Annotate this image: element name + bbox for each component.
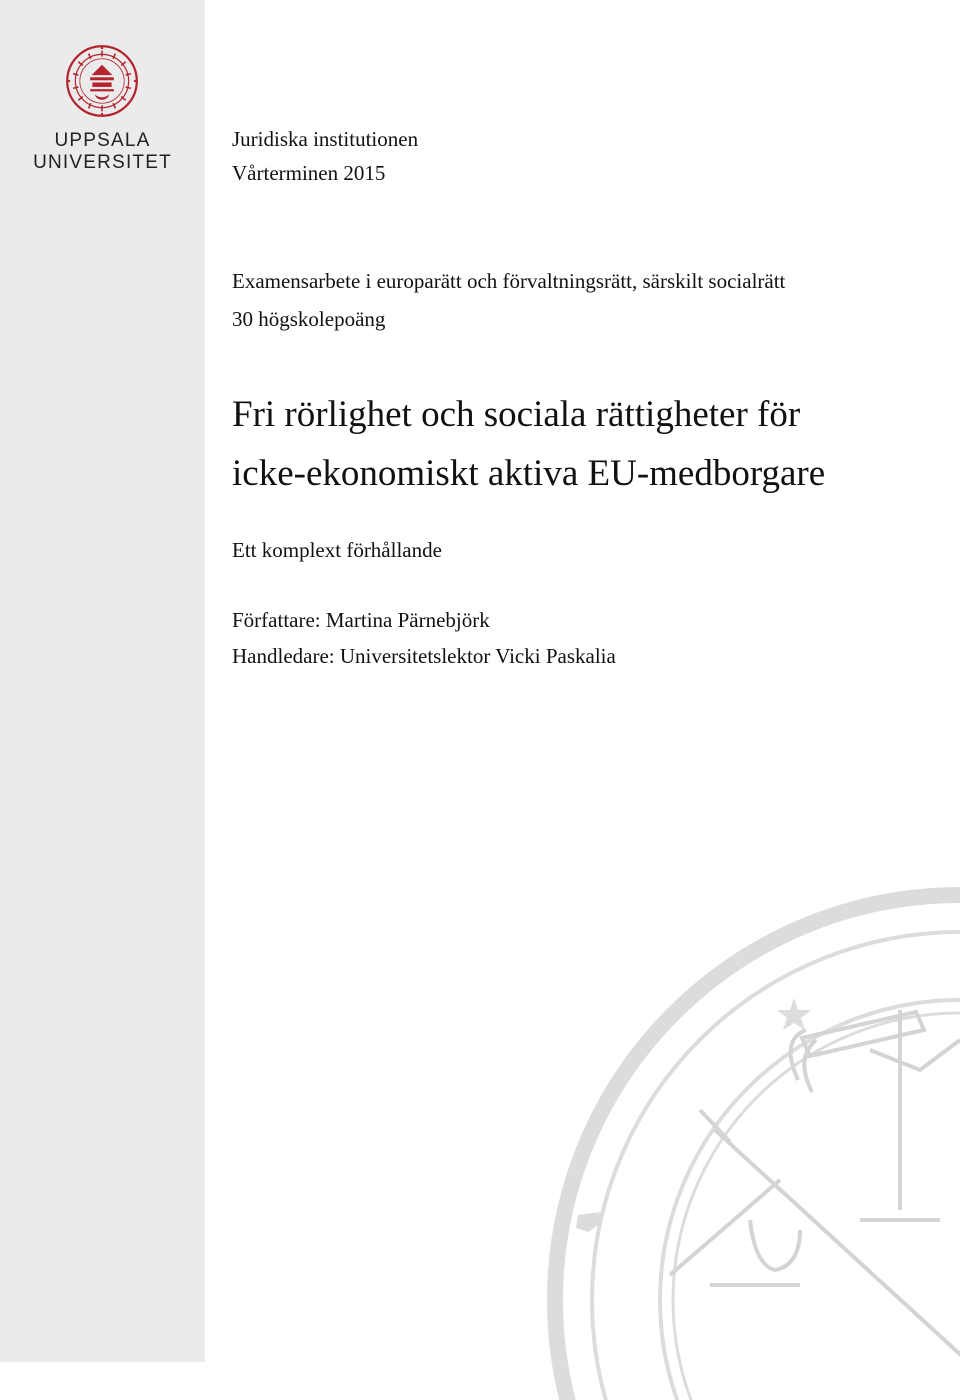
seal-watermark-icon — [540, 880, 960, 1400]
university-seal-icon — [65, 44, 139, 118]
university-name-line2: UNIVERSITET — [33, 152, 172, 173]
thesis-title-line2: icke-ekonomiskt aktiva EU-medborgare — [232, 453, 826, 494]
university-logo — [0, 0, 205, 190]
supervisor-line: Handledare: Universitetslektor Vicki Paskalia — [232, 644, 616, 668]
university-name — [0, 130, 205, 174]
department-name: Juridiska institutionen — [232, 127, 419, 151]
thesis-subtitle: Ett komplext förhållande — [232, 538, 442, 562]
credits-label: 30 högskolepoäng — [232, 307, 386, 331]
course-name: Examensarbete i europarätt och förvaltningsrätt, särskilt socialrätt — [232, 269, 786, 293]
university-name-line1: UPPSALA — [54, 130, 151, 151]
term-label: Vårterminen 2015 — [232, 161, 386, 185]
sidebar-panel — [0, 0, 205, 1362]
author-line: Författare: Martina Pärnebjörk — [232, 608, 490, 632]
thesis-title-line1: Fri rörlighet och sociala rättigheter för — [232, 394, 801, 435]
